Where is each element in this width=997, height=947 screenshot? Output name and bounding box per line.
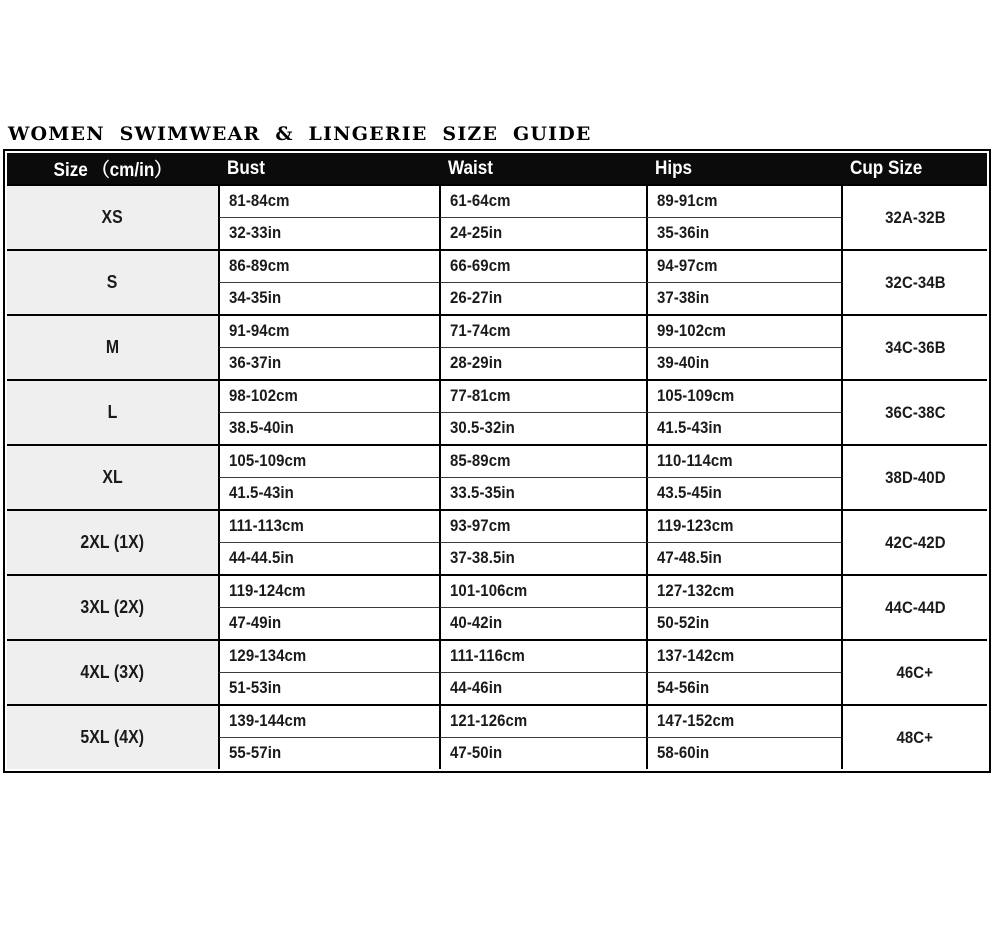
bust-cm-cell [218,446,439,478]
size-label-cell [7,186,218,249]
hips-in-cell [646,413,841,445]
waist-in-cell [439,673,646,705]
hips-in-cell [646,478,841,510]
hips-cm-value: 147-152cm [657,711,735,731]
column-header-cup-size [841,153,987,184]
cup-size-value: 46C+ [896,662,934,682]
waist-cm-cell [439,186,646,218]
bust-in-value: 36-37in [229,353,282,373]
column-header-size [7,153,218,184]
bust-cm-value: 129-134cm [229,646,307,666]
waist-in-value: 24-25in [450,223,503,243]
table-header-row [7,153,987,184]
cup-size-cell [841,641,987,704]
bust-cm-cell [218,251,439,283]
bust-in-value: 55-57in [229,743,282,763]
bust-in-value: 44-44.5in [229,548,294,568]
size-label-cell [7,381,218,444]
waist-cm-cell [439,641,646,673]
bust-in-cell [218,348,439,380]
bust-cm-cell [218,641,439,673]
hips-in-value: 54-56in [657,678,710,698]
bust-cm-value: 91-94cm [229,321,290,341]
waist-cm-value: 93-97cm [450,516,511,536]
column-header-waist-label: Waist [448,157,493,179]
size-label: 5XL (4X) [80,727,145,747]
hips-cm-value: 99-102cm [657,321,726,341]
size-label: S [107,272,118,292]
hips-cm-value: 105-109cm [657,386,735,406]
size-label: M [105,337,120,357]
bust-cm-value: 86-89cm [229,256,290,276]
hips-in-value: 47-48.5in [657,548,722,568]
waist-in-value: 47-50in [450,743,503,763]
waist-in-cell [439,543,646,575]
hips-cm-cell [646,576,841,608]
bust-cm-cell [218,186,439,218]
size-row [7,379,987,444]
cup-size-value: 36C-38C [884,402,946,422]
page-title: WOMEN SWIMWEAR & LINGERIE SIZE GUIDE [8,123,592,145]
column-header-bust [218,153,439,184]
table-body [7,184,987,769]
hips-cm-value: 89-91cm [657,191,718,211]
hips-cm-value: 137-142cm [657,646,735,666]
bust-in-cell [218,478,439,510]
waist-in-value: 40-42in [450,613,503,633]
size-guide-table [3,149,991,773]
waist-cm-value: 61-64cm [450,191,511,211]
bust-in-value: 32-33in [229,223,282,243]
size-label-cell [7,641,218,704]
waist-cm-value: 85-89cm [450,451,511,471]
size-row [7,509,987,574]
waist-in-value: 28-29in [450,353,503,373]
hips-in-value: 37-38in [657,288,710,308]
waist-cm-cell [439,316,646,348]
hips-in-cell [646,673,841,705]
waist-cm-value: 71-74cm [450,321,511,341]
bust-cm-value: 98-102cm [229,386,298,406]
column-header-cup-size-label: Cup Size [850,157,923,179]
waist-in-cell [439,478,646,510]
cup-size-cell [841,511,987,574]
waist-in-cell [439,218,646,250]
size-label: XS [101,207,124,227]
waist-in-cell [439,608,646,640]
bust-in-value: 47-49in [229,613,282,633]
cup-size-cell [841,576,987,639]
size-label-cell [7,576,218,639]
cup-size-value: 32C-34B [884,272,946,292]
hips-in-cell [646,218,841,250]
size-row [7,444,987,509]
bust-in-value: 34-35in [229,288,282,308]
cup-size-cell [841,251,987,314]
hips-in-cell [646,543,841,575]
cup-size-cell [841,316,987,379]
column-header-waist [439,153,646,184]
cup-size-value: 48C+ [896,727,934,747]
waist-in-value: 44-46in [450,678,503,698]
hips-cm-value: 110-114cm [657,451,733,471]
bust-cm-value: 105-109cm [229,451,307,471]
waist-cm-cell [439,381,646,413]
waist-cm-value: 66-69cm [450,256,511,276]
size-label: 2XL (1X) [80,532,145,552]
waist-in-value: 37-38.5in [450,548,515,568]
bust-in-cell [218,608,439,640]
cup-size-value: 34C-36B [884,337,946,357]
cup-size-value: 44C-44D [884,597,946,617]
cup-size-cell [841,381,987,444]
hips-in-cell [646,348,841,380]
hips-cm-cell [646,641,841,673]
hips-cm-cell [646,381,841,413]
bust-in-cell [218,413,439,445]
size-row [7,639,987,704]
waist-in-cell [439,348,646,380]
cup-size-cell [841,706,987,769]
size-label: L [107,402,118,422]
bust-cm-value: 119-124cm [229,581,306,601]
size-label-cell [7,511,218,574]
waist-cm-cell [439,576,646,608]
hips-in-value: 50-52in [657,613,710,633]
size-row [7,314,987,379]
column-header-bust-label: Bust [227,157,266,179]
waist-cm-cell [439,251,646,283]
bust-in-value: 51-53in [229,678,282,698]
size-row [7,249,987,314]
size-row [7,184,987,249]
waist-cm-cell [439,446,646,478]
cup-size-value: 32A-32B [884,207,946,227]
cup-size-value: 42C-42D [884,532,946,552]
hips-in-value: 58-60in [657,743,710,763]
column-header-hips [646,153,841,184]
hips-in-cell [646,283,841,315]
size-row [7,704,987,769]
hips-cm-cell [646,251,841,283]
hips-in-value: 35-36in [657,223,710,243]
hips-cm-value: 119-123cm [657,516,734,536]
size-row [7,574,987,639]
hips-cm-value: 94-97cm [657,256,718,276]
column-header-hips-label: Hips [655,157,693,179]
waist-in-value: 33.5-35in [450,483,515,503]
size-label-cell [7,251,218,314]
waist-in-cell [439,738,646,770]
hips-cm-value: 127-132cm [657,581,735,601]
waist-cm-value: 121-126cm [450,711,528,731]
hips-in-cell [646,608,841,640]
hips-cm-cell [646,511,841,543]
bust-cm-value: 111-113cm [229,516,304,536]
column-header-size-label: Size （cm/in） [53,160,172,181]
bust-cm-cell [218,706,439,738]
waist-cm-cell [439,706,646,738]
bust-in-cell [218,543,439,575]
bust-cm-cell [218,316,439,348]
hips-cm-cell [646,706,841,738]
bust-cm-value: 81-84cm [229,191,290,211]
size-label-cell [7,446,218,509]
size-label: XL [102,467,123,487]
waist-in-value: 30.5-32in [450,418,515,438]
bust-in-cell [218,283,439,315]
bust-cm-cell [218,381,439,413]
cup-size-cell [841,446,987,509]
hips-cm-cell [646,186,841,218]
hips-in-value: 41.5-43in [657,418,722,438]
hips-in-cell [646,738,841,770]
bust-cm-value: 139-144cm [229,711,307,731]
size-label: 4XL (3X) [80,662,145,682]
hips-in-value: 43.5-45in [657,483,722,503]
waist-cm-cell [439,511,646,543]
waist-cm-value: 101-106cm [450,581,528,601]
cup-size-value: 38D-40D [884,467,946,487]
size-label: 3XL (2X) [80,597,145,617]
waist-in-cell [439,283,646,315]
waist-cm-value: 111-116cm [450,646,525,666]
hips-cm-cell [646,316,841,348]
waist-in-cell [439,413,646,445]
bust-in-cell [218,738,439,770]
bust-cm-cell [218,576,439,608]
hips-cm-cell [646,446,841,478]
size-label-cell [7,706,218,769]
bust-in-value: 41.5-43in [229,483,294,503]
waist-cm-value: 77-81cm [450,386,511,406]
waist-in-value: 26-27in [450,288,503,308]
bust-in-value: 38.5-40in [229,418,294,438]
bust-cm-cell [218,511,439,543]
cup-size-cell [841,186,987,249]
hips-in-value: 39-40in [657,353,710,373]
size-label-cell [7,316,218,379]
bust-in-cell [218,673,439,705]
bust-in-cell [218,218,439,250]
